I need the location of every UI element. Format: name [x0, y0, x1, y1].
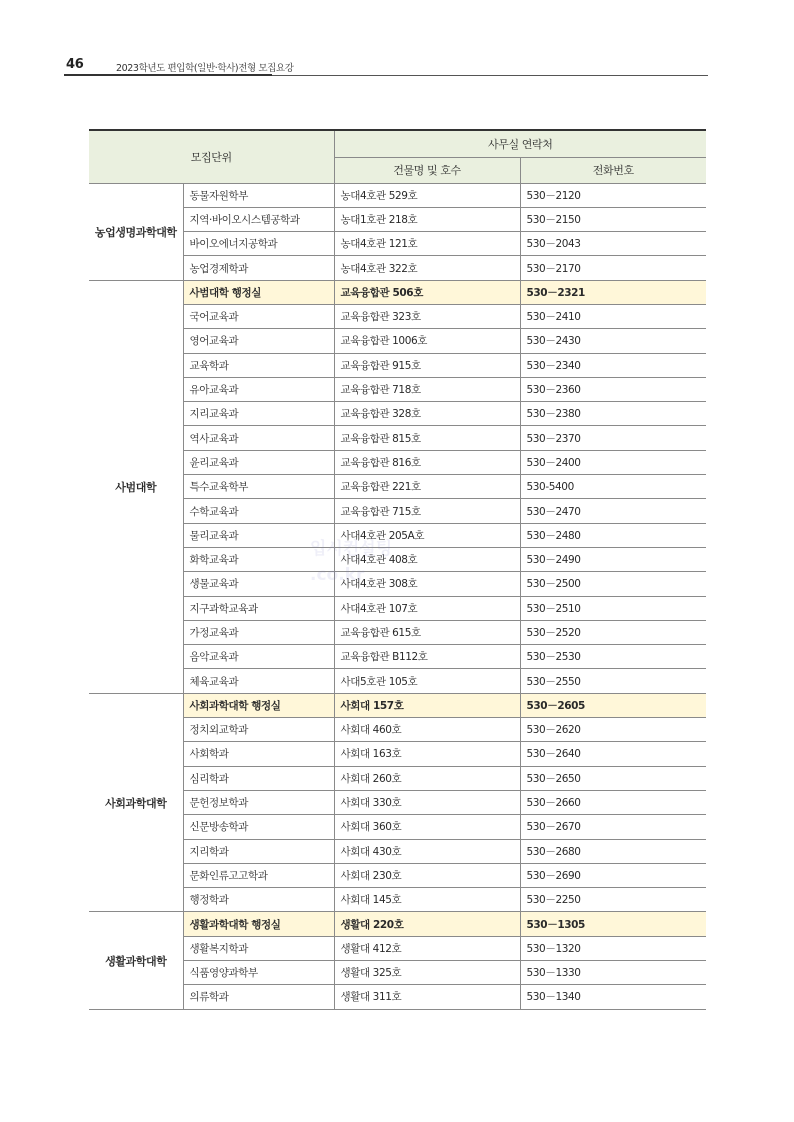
phone-number: 530－2490	[520, 547, 706, 571]
building-room: 사회대 163호	[334, 742, 520, 766]
college-name: 생활과학대학	[89, 912, 183, 1009]
building-room: 사회대 430호	[334, 839, 520, 863]
phone-number: 530－2340	[520, 353, 706, 377]
department-name: 영어교육과	[183, 329, 334, 353]
phone-number: 530－2650	[520, 766, 706, 790]
building-room: 사회대 230호	[334, 863, 520, 887]
phone-number: 530－2120	[520, 183, 706, 207]
building-room: 교육융합관 715호	[334, 499, 520, 523]
building-room: 교육융합관 615호	[334, 620, 520, 644]
department-name: 국어교육과	[183, 304, 334, 328]
building-room: 교육융합관 915호	[334, 353, 520, 377]
department-name: 윤리교육과	[183, 450, 334, 474]
table-body	[89, 183, 706, 1009]
department-name: 지리교육과	[183, 402, 334, 426]
phone-number: 530－2430	[520, 329, 706, 353]
building-room: 생활대 412호	[334, 936, 520, 960]
department-name: 생물교육과	[183, 572, 334, 596]
building-room: 사회대 145호	[334, 888, 520, 912]
department-name: 생활과학대학 행정실	[183, 912, 334, 936]
header-phone: 전화번호	[520, 157, 706, 183]
phone-number: 530－2170	[520, 256, 706, 280]
office-contact-table	[89, 129, 706, 1010]
phone-number: 530－2400	[520, 450, 706, 474]
table-row	[89, 280, 706, 304]
phone-number: 530－2690	[520, 863, 706, 887]
building-room: 사회대 460호	[334, 718, 520, 742]
department-name: 유아교육과	[183, 377, 334, 401]
department-name: 심리학과	[183, 766, 334, 790]
watermark: 입시컨설팅 .co.kr	[310, 539, 393, 585]
department-name: 신문방송학과	[183, 815, 334, 839]
phone-number: 530－2360	[520, 377, 706, 401]
building-room: 생활대 311호	[334, 985, 520, 1009]
department-name: 바이오에너지공학과	[183, 232, 334, 256]
department-name: 농업경제학과	[183, 256, 334, 280]
building-room: 교육융합관 328호	[334, 402, 520, 426]
building-room: 농대1호관 218호	[334, 207, 520, 231]
header-building-room: 건물명 및 호수	[334, 157, 520, 183]
phone-number: 530－2670	[520, 815, 706, 839]
department-name: 역사교육과	[183, 426, 334, 450]
department-name: 화학교육과	[183, 547, 334, 571]
table-row	[89, 693, 706, 717]
phone-number: 530－2520	[520, 620, 706, 644]
department-name: 교육학과	[183, 353, 334, 377]
department-name: 의류학과	[183, 985, 334, 1009]
building-room: 사대4호관 205A호	[334, 523, 520, 547]
document-title: 2023학년도 편입학(일반·학사)전형 모집요강	[116, 63, 294, 74]
department-name: 지역·바이오시스템공학과	[183, 207, 334, 231]
building-room: 사대4호관 308호	[334, 572, 520, 596]
phone-number: 530-5400	[520, 475, 706, 499]
department-name: 사범대학 행정실	[183, 280, 334, 304]
building-room: 사대4호관 408호	[334, 547, 520, 571]
header-unit: 모집단위	[89, 130, 334, 183]
phone-number: 530－1330	[520, 961, 706, 985]
department-name: 문화인류고고학과	[183, 863, 334, 887]
building-room: 교육융합관 718호	[334, 377, 520, 401]
department-name: 문헌정보학과	[183, 790, 334, 814]
department-name: 음악교육과	[183, 645, 334, 669]
college-name: 사범대학	[89, 280, 183, 693]
building-room: 교육융합관 B112호	[334, 645, 520, 669]
table-row	[89, 183, 706, 207]
building-room: 교육융합관 816호	[334, 450, 520, 474]
phone-number: 530－2410	[520, 304, 706, 328]
phone-number: 530－2660	[520, 790, 706, 814]
department-name: 물리교육과	[183, 523, 334, 547]
college-name: 농업생명과학대학	[89, 183, 183, 280]
phone-number: 530－1340	[520, 985, 706, 1009]
department-name: 사회과학대학 행정실	[183, 693, 334, 717]
building-room: 사회대 157호	[334, 693, 520, 717]
phone-number: 530－2250	[520, 888, 706, 912]
phone-number: 530－2470	[520, 499, 706, 523]
phone-number: 530－2500	[520, 572, 706, 596]
department-name: 생활복지학과	[183, 936, 334, 960]
phone-number: 530－2640	[520, 742, 706, 766]
department-name: 수학교육과	[183, 499, 334, 523]
department-name: 동물자원학부	[183, 183, 334, 207]
department-name: 지리학과	[183, 839, 334, 863]
phone-number: 530－2480	[520, 523, 706, 547]
phone-number: 530－2150	[520, 207, 706, 231]
building-room: 교육융합관 815호	[334, 426, 520, 450]
phone-number: 530－1305	[520, 912, 706, 936]
table-row	[89, 912, 706, 936]
department-name: 정치외교학과	[183, 718, 334, 742]
building-room: 사회대 330호	[334, 790, 520, 814]
header-rule-dark	[64, 74, 272, 76]
building-room: 사대4호관 107호	[334, 596, 520, 620]
phone-number: 530－1320	[520, 936, 706, 960]
phone-number: 530－2510	[520, 596, 706, 620]
building-room: 농대4호관 121호	[334, 232, 520, 256]
building-room: 농대4호관 529호	[334, 183, 520, 207]
phone-number: 530－2680	[520, 839, 706, 863]
building-room: 사회대 360호	[334, 815, 520, 839]
building-room: 교육융합관 506호	[334, 280, 520, 304]
phone-number: 530－2530	[520, 645, 706, 669]
page-number: 46	[66, 57, 84, 72]
phone-number: 530－2043	[520, 232, 706, 256]
college-name: 사회과학대학	[89, 693, 183, 912]
phone-number: 530－2620	[520, 718, 706, 742]
header-office-contact: 사무실 연락처	[334, 130, 706, 157]
building-room: 생활대 325호	[334, 961, 520, 985]
department-name: 지구과학교육과	[183, 596, 334, 620]
building-room: 교육융합관 221호	[334, 475, 520, 499]
department-name: 체육교육과	[183, 669, 334, 693]
phone-number: 530－2605	[520, 693, 706, 717]
phone-number: 530－2370	[520, 426, 706, 450]
department-name: 행정학과	[183, 888, 334, 912]
building-room: 교육융합관 323호	[334, 304, 520, 328]
phone-number: 530－2550	[520, 669, 706, 693]
department-name: 사회학과	[183, 742, 334, 766]
building-room: 교육융합관 1006호	[334, 329, 520, 353]
phone-number: 530－2321	[520, 280, 706, 304]
phone-number: 530－2380	[520, 402, 706, 426]
building-room: 사회대 260호	[334, 766, 520, 790]
department-name: 식품영양과학부	[183, 961, 334, 985]
department-name: 가정교육과	[183, 620, 334, 644]
building-room: 사대5호관 105호	[334, 669, 520, 693]
department-name: 특수교육학부	[183, 475, 334, 499]
building-room: 생활대 220호	[334, 912, 520, 936]
building-room: 농대4호관 322호	[334, 256, 520, 280]
header-rule-light	[272, 75, 708, 76]
